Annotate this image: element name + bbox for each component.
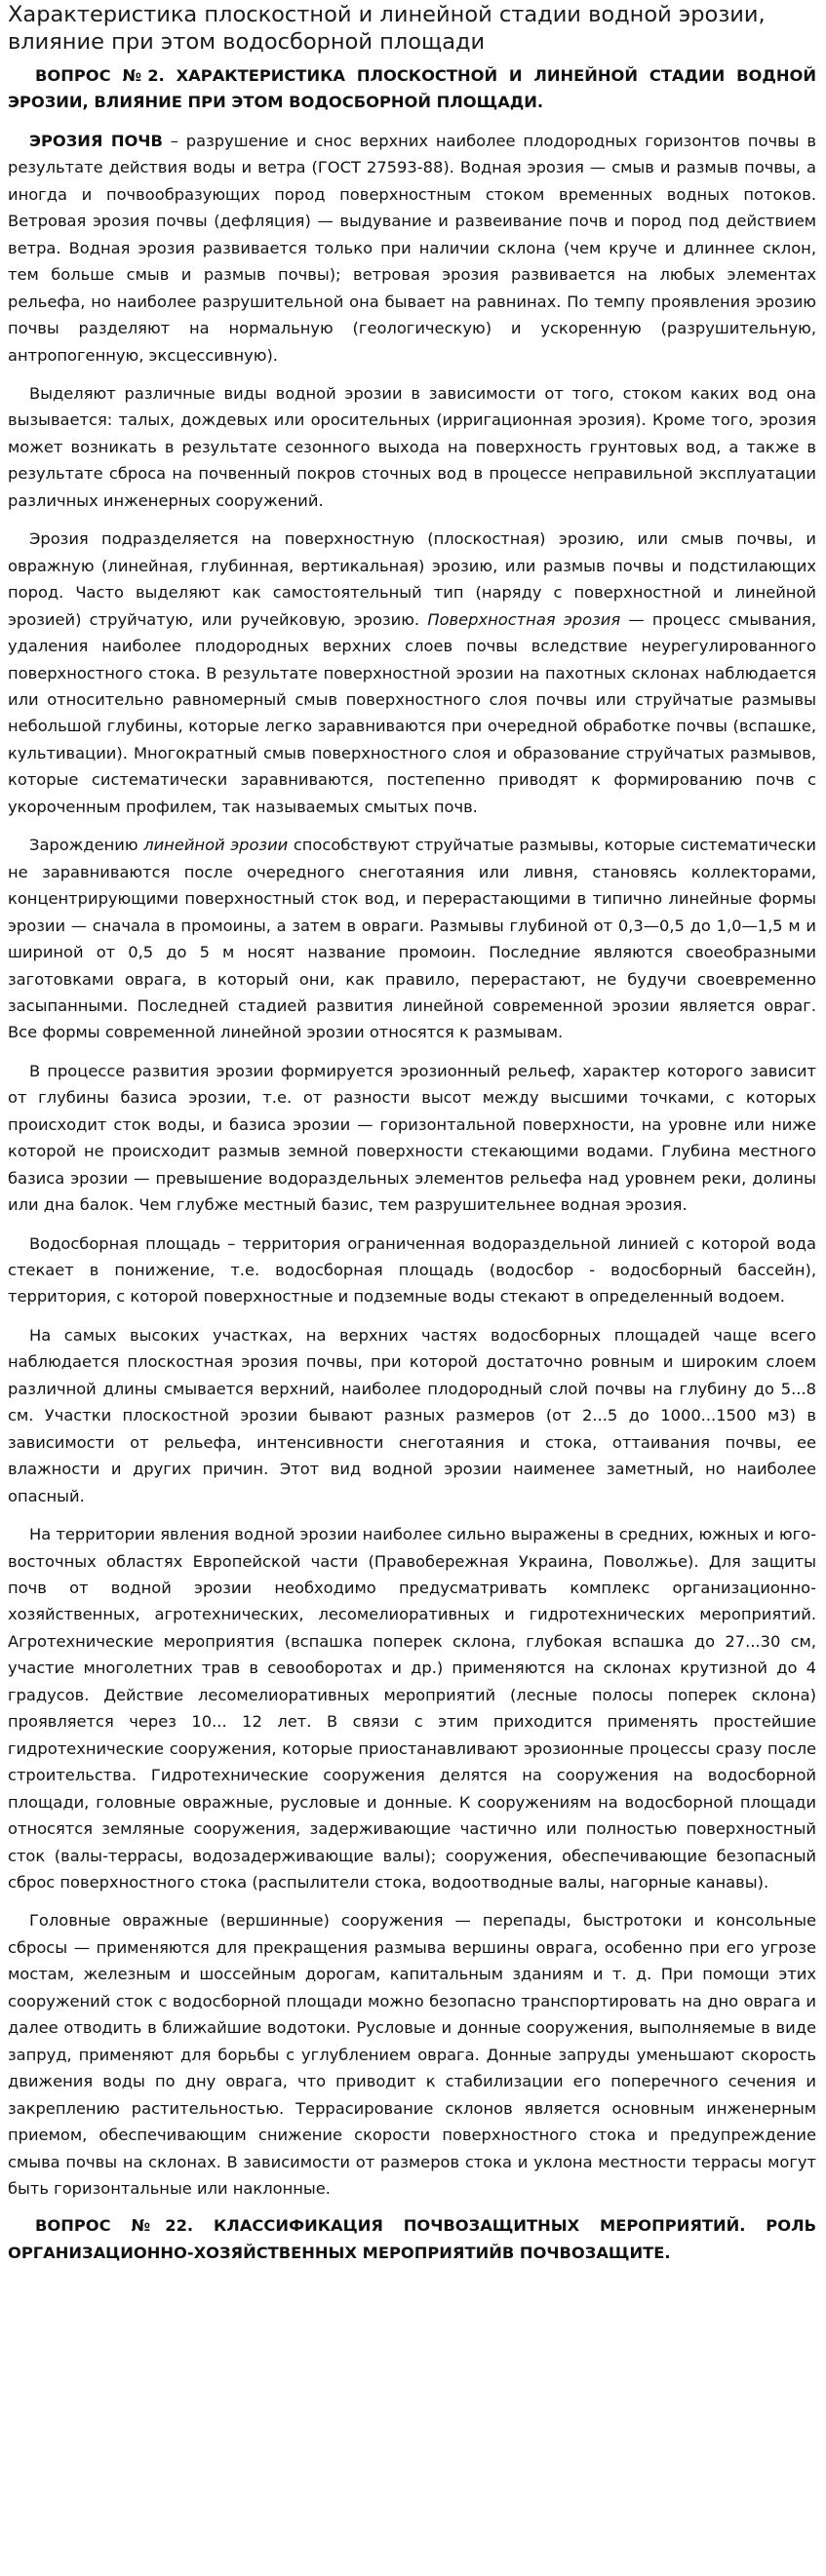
paragraph-surface-erosion-text: — процесс смывания, удаления наиболее плодородных верхних слоев почвы вследствие неурегулированного поверхностного стока. В результате поверхностной эрозии на пахотных склонах наблюдается или относительно равномерный смыв поверхностного слоя почвы или струйчатые размывы небольшой глубины, которые легко заравниваются при очередной обработке почвы (вспашке, культивации). Многократный смыв поверхностного слоя и образование струйчатых размывов, которые систематически заравниваются, постепенно приводят к формированию почв с укороченным профилем, так называемых смытых почв.: [8, 609, 816, 816]
paragraph-erosion-base: В процессе развития эрозии формируется эрозионный рельеф, характер которого зависит от глубины базиса эрозии, т.е. от разности высот между высшими точками, с которых происходит сток воды, и базиса эрозии — горизонтальной поверхности, на уровне или ниже которой не происходит размыв земной поверхности стекающими водами. Глубина местного базиса эрозии — превышение водораздельных элементов рельефа над уровнем реки, долины или дна балок. Чем глубже местный базис, тем разрушительнее водная эрозия.: [8, 1061, 816, 1215]
page-title: Характеристика плоскостной и линейной стадии водной эрозии, влияние при этом водосборной площади: [8, 2, 766, 55]
term-surface-erosion: Поверхностная эрозия: [427, 609, 621, 629]
term-linear-erosion: линейной эрозии: [143, 836, 289, 855]
paragraph-soil-erosion: [8, 128, 816, 369]
paragraph-soil-erosion-text: – разрушение и снос верхних наиболее плодородных горизонтов почвы в результате действия воды и ветра (ГОСТ 27593-88). Водная эрозия — смыв и размыв почвы, а иногда и почвообразующих пород поверхностным стоком временных водных потоков. Ветровая эрозия почвы (дефляция) — выдувание и развеивание почв и пород под действием ветра. Водная эрозия развивается только при наличии склона (чем круче и длиннее склон, тем больше смыв и размыв почвы); ветровая эрозия развивается на любых элементах рельефа, но наиболее разрушительной она бывает на равнинах. По темпу проявления эрозию почвы разделяют на нормальную (геологическую) и ускоренную (разрушительную, антропогенную, эксцессивную).: [8, 131, 816, 365]
paragraph-catchment-area: Водосборная площадь – территория ограниченная водораздельной линией с которой вода стекает в понижение, т.е. водосборная площадь (водосбор - водосборный бассейн), территория, с которой поверхностные и подземные воды стекают в определенный водоем.: [8, 1233, 816, 1307]
paragraph-surface-erosion-intro: Эрозия подразделяется на поверхностную (плоскостная) эрозию, или смыв почвы, и овражную (линейная, глубинная, вертикальная) эрозию, или размыв почвы и подстилающих пород. Часто выделяют как самостоятельный тип (наряду с поверхностной и линейной эрозией) струйчатую, или ручейковую, эрозию.: [8, 529, 816, 629]
question-22-heading: ВОПРОС №22. КЛАССИФИКАЦИЯ ПОЧВОЗАЩИТНЫХ МЕРОПРИЯТИЙ. РОЛЬ ОРГАНИЗАЦИОННО-ХОЗЯЙСТВЕННЫХ МЕРОПРИЯТИЙВ ПОЧВОЗАЩИТЕ.: [8, 2216, 816, 2262]
paragraph-protection-measures: На территории явления водной эрозии наиболее сильно выражены в средних, южных и юго-восточных областях Европейской части (Правобережная Украина, Поволжье). Для защиты почв от водной эрозии необходимо предусматривать комплекс организационно-хозяйственных, агротехнических, лесомелиоративных и гидротехнических мероприятий. Агротехнические мероприятия (вспашка поперек склона, глубокая вспашка до 27...30 см, участие многолетних трав в севооборотах и др.) применяются на склонах крутизной до 4 градусов. Действие лесомелиоративных мероприятий (лесные полосы поперек склона) проявляется через 10... 12 лет. В связи с этим приходится применять простейшие гидротехнические сооружения, которые приостанавливают эрозионные процессы сразу после строительства. Гидротехнические сооружения делятся на сооружения на водосборной площади, головные овражные, русловые и донные. К сооружениям на водосборной площади относятся земляные сооружения, задерживающие частично или полностью поверхностный сток (валы-террасы, водозадерживающие валы); сооружения, обеспечивающие безопасный сброс поверхностного стока (распылители стока, водоотводные валы, нагорные канавы).: [8, 1525, 817, 1892]
paragraph-linear-erosion-intro: Зарождению: [29, 836, 144, 855]
paragraph-surface-erosion: [8, 526, 816, 820]
paragraph-sheet-erosion-areas: На самых высоких участках, на верхних частях водосборных площадей чаще всего наблюдается плоскостная эрозия почвы, при которой достаточно ровным и широким слоем различной длины смывается верхний, наиболее плодородный слой почвы на глубину до 5...8 см. Участки плоскостной эрозии бывают разных размеров (от 2...5 до 1000...1500 м3) в зависимости от рельефа, интенсивности снеготаяния и стока, оттаивания почвы, ее влажности и других причин. Этот вид водной эрозии наименее заметный, но наиболее опасный.: [8, 1325, 816, 1505]
paragraph-linear-erosion-text: способствуют струйчатые размывы, которые систематически не заравниваются после очередного снеготаяния или ливня, становясь коллекторами, концентрирующими поверхностный сток вод, и перерастающими в типично линейные формы эрозии — сначала в промоины, а затем в овраги. Размывы глубиной от 0,3—0,5 до 1,0—1,5 м и шириной от 0,5 до 5 м носят название промоин. Последние являются своеобразными заготовками оврага, в который они, как правило, перерастают, не будучи своевременно засыпанными. Последней стадией развития линейной современной эрозии является овраг. Все формы современной линейной эрозии относятся к размывам.: [8, 836, 816, 1042]
term-soil-erosion: ЭРОЗИЯ ПОЧВ: [29, 131, 163, 150]
paragraph-gully-structures: Головные овражные (вершинные) сооружения — перепады, быстротоки и консольные сбросы — применяются для прекращения размыва вершины оврага, особенно при его угрозе мостам, железным и шоссейным дорогам, капитальным зданиям и т. д. При помощи этих сооружений сток с водосборной площади можно безопасно транспортировать на дно оврага и далее отводить в ближайшие водотоки. Русловые и донные сооружения, выполняемые в виде запруд, применяют для борьбы с углублением оврага. Донные запруды уменьшают скорость движения воды по дну оврага, что приводит к стабилизации его поперечного сечения и закреплению растительностью. Террасирование склонов является основным инженерным приемом, обеспечивающим снижение скорости поверхностного стока и предупреждение смыва почвы на склонах. В зависимости от размеров стока и уклона местности террасы могут быть горизонтальные или наклонные.: [8, 1911, 816, 2198]
question-2-heading: ВОПРОС №2. ХАРАКТЕРИСТИКА ПЛОСКОСТНОЙ И ЛИНЕЙНОЙ СТАДИИ ВОДНОЙ ЭРОЗИИ, ВЛИЯНИЕ ПРИ ЭТОМ ВОДОСБОРНОЙ ПЛОЩАДИ.: [8, 66, 816, 112]
paragraph-linear-erosion: [8, 832, 816, 1046]
paragraph-erosion-types: Выделяют различные виды водной эрозии в зависимости от того, стоком каких вод она вызывается: талых, дождевых или оросительных (ирригационная эрозия). Кроме того, эрозия может возникать в результате сезонного выхода на поверхность грунтовых вод, а также в результате сброса на почвенный покров сточных вод в процессе неправильной эксплуатации различных инженерных сооружений.: [8, 383, 816, 510]
